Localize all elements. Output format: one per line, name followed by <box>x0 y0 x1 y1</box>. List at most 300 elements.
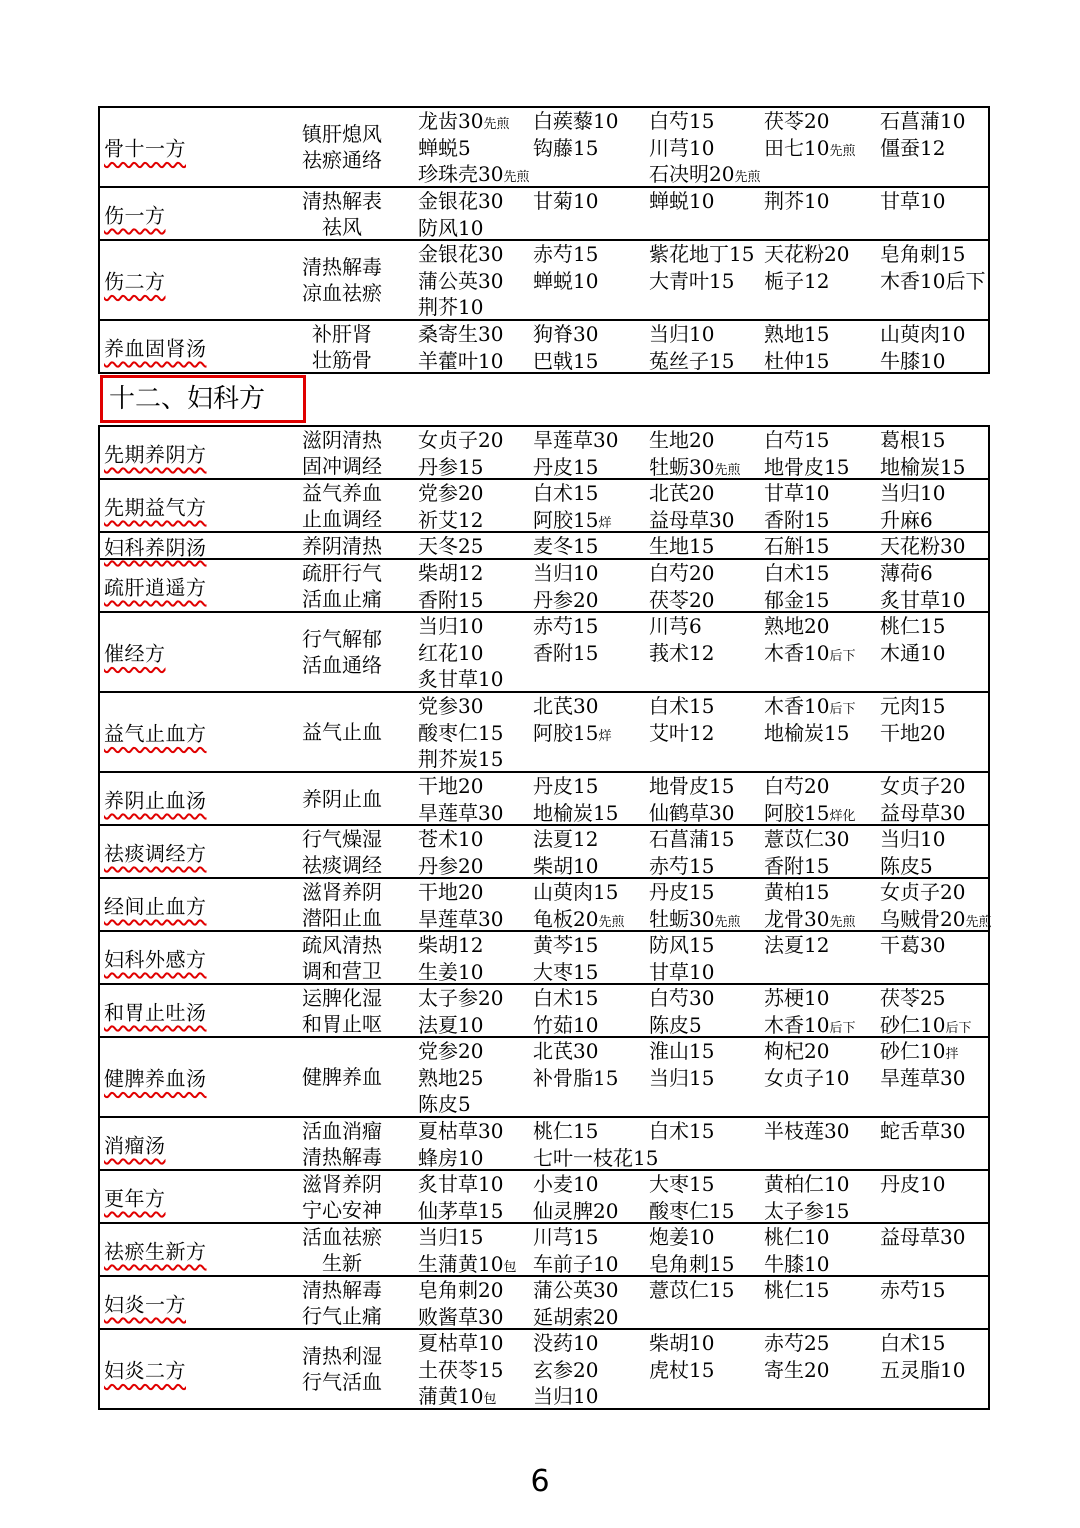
function-line: 活血消瘤 <box>302 1118 382 1143</box>
prescription-name: 益气止血方 <box>104 721 207 746</box>
function-line: 镇肝熄风 <box>302 122 382 146</box>
herb-entry: 茯苓20 <box>764 109 830 133</box>
herb-entry: 木香10后下 <box>764 640 856 665</box>
function-line: 活血祛瘀 <box>302 1224 382 1249</box>
herb-entry: 甘菊10 <box>533 189 599 213</box>
herb-entry: 茯苓25 <box>880 986 946 1010</box>
herb-entry: 枸杞20 <box>764 1039 830 1063</box>
function-line: 健脾养血 <box>302 1065 382 1089</box>
herb-entry: 柴胡10 <box>649 1331 715 1355</box>
prescription-function <box>296 985 388 1037</box>
prescription-function <box>296 188 388 240</box>
herb-entry: 干地20 <box>880 720 946 745</box>
herb-entry: 炙甘草10 <box>418 1172 504 1196</box>
prescription-function <box>296 1343 388 1395</box>
herb-entry: 白术15 <box>649 694 715 718</box>
herb-entry: 木香10后下 <box>880 268 986 293</box>
herb-entry: 车前子10 <box>533 1251 619 1276</box>
herb-entry: 赤芍15 <box>880 1278 946 1302</box>
function-line: 祛风 <box>322 214 362 239</box>
herb-entry: 丹参15 <box>418 454 484 479</box>
prescription-name: 妇科养阴汤 <box>104 535 207 559</box>
herb-entry: 大枣15 <box>533 959 599 984</box>
herb-entry: 补骨脂15 <box>533 1065 619 1090</box>
herb-entry: 黄柏仁10 <box>764 1172 850 1196</box>
herb-entry: 太子参15 <box>764 1198 850 1223</box>
herb-entry: 干葛30 <box>880 933 946 957</box>
herb-entry: 丹皮15 <box>649 880 715 904</box>
function-line: 养阴清热 <box>302 533 382 558</box>
prescription-function <box>296 321 388 373</box>
herb-entry: 白术15 <box>533 986 599 1010</box>
herb-entry: 石决明20先煎 <box>649 162 761 186</box>
herb-entry: 荆芥炭15 <box>418 747 504 771</box>
herb-entry: 蒲黄10包 <box>418 1384 497 1408</box>
function-line: 补肝肾 <box>312 321 372 346</box>
herb-entry: 北芪30 <box>533 1039 599 1063</box>
prescription-function <box>296 626 388 678</box>
prescription-function <box>296 826 388 878</box>
herb-entry: 砂仁10拌 <box>880 1039 959 1063</box>
herb-entry: 赤芍15 <box>533 242 599 266</box>
function-line: 活血通络 <box>302 653 382 677</box>
prescription-function <box>296 786 388 812</box>
herb-list <box>418 773 988 826</box>
prescription-row <box>100 1118 988 1171</box>
prescription-function <box>296 932 388 984</box>
herb-entry: 金银花30 <box>418 242 504 266</box>
page-number: 6 <box>530 1464 550 1499</box>
prescription-row <box>100 108 988 188</box>
herb-entry: 丹皮15 <box>533 454 599 479</box>
herb-entry: 蒲公英30 <box>418 268 504 293</box>
herb-entry: 大青叶15 <box>649 268 735 293</box>
herb-entry: 苏梗10 <box>764 986 830 1010</box>
herb-entry: 女贞子20 <box>418 428 504 452</box>
prescription-name: 妇科外感方 <box>104 947 207 971</box>
herb-entry: 蝉蜕10 <box>533 268 599 293</box>
prescription-function <box>296 254 388 306</box>
herb-entry: 石菖蒲15 <box>649 827 735 851</box>
herb-entry: 白芍20 <box>764 774 830 798</box>
prescription-row <box>100 480 988 533</box>
herb-list <box>418 560 988 613</box>
function-line: 养阴止血 <box>302 786 382 811</box>
prescription-function <box>296 427 388 479</box>
herb-entry: 党参30 <box>418 694 484 718</box>
prescription-row <box>100 1224 988 1277</box>
herb-entry: 艾叶12 <box>649 720 715 745</box>
prescription-row <box>100 1171 988 1224</box>
herb-entry: 川芎15 <box>533 1225 599 1249</box>
herb-list <box>418 321 988 374</box>
herb-entry: 地榆炭15 <box>764 720 850 745</box>
prescription-name: 健脾养血汤 <box>104 1066 207 1091</box>
function-line: 生新 <box>322 1250 362 1275</box>
herb-entry: 蝉蜕5 <box>418 135 471 160</box>
herb-entry: 蒲公英30 <box>533 1278 619 1302</box>
herb-entry: 石斛15 <box>764 534 830 558</box>
prescription-row <box>100 560 988 613</box>
prescription-function <box>296 121 388 173</box>
herb-entry: 天花粉20 <box>764 242 850 266</box>
function-line: 潜阳止血 <box>302 905 382 930</box>
herb-entry: 益母草30 <box>649 507 735 532</box>
herb-list <box>418 241 988 321</box>
herb-entry: 柴胡12 <box>418 561 484 585</box>
herb-list <box>418 1330 988 1410</box>
prescription-function <box>296 1118 388 1170</box>
herb-entry: 旱莲草30 <box>533 428 619 452</box>
herb-entry: 荆芥10 <box>764 189 830 213</box>
herb-entry: 薄荷6 <box>880 561 933 585</box>
prescription-function <box>296 1064 388 1090</box>
prescription-name: 伤一方 <box>104 203 166 227</box>
herb-entry: 桃仁15 <box>880 614 946 638</box>
herb-entry: 女贞子10 <box>764 1065 850 1090</box>
prescription-row <box>100 613 988 693</box>
herb-entry: 蜂房10 <box>418 1145 484 1170</box>
herb-entry: 桃仁15 <box>533 1119 599 1143</box>
herb-entry: 羊藿叶10 <box>418 348 504 373</box>
herb-entry: 木通10 <box>880 640 946 665</box>
herb-entry: 陈皮5 <box>649 1012 702 1037</box>
prescription-name: 先期益气方 <box>104 495 207 519</box>
herb-entry: 仙茅草15 <box>418 1198 504 1223</box>
herb-entry: 女贞子20 <box>880 774 966 798</box>
prescription-row <box>100 985 988 1038</box>
prescription-table-gynecology <box>98 425 990 1410</box>
herb-entry: 淮山15 <box>649 1039 715 1063</box>
herb-entry: 北芪20 <box>649 481 715 505</box>
prescription-function <box>296 480 388 532</box>
herb-entry: 酸枣仁15 <box>649 1198 735 1223</box>
function-line: 行气解郁 <box>302 627 382 651</box>
herb-entry: 仙鹤草30 <box>649 800 735 825</box>
herb-list <box>418 932 988 985</box>
herb-entry: 当归10 <box>880 481 946 505</box>
herb-entry: 菟丝子15 <box>649 348 735 373</box>
herb-entry: 虎杖15 <box>649 1357 715 1382</box>
herb-entry: 白术15 <box>764 561 830 585</box>
prescription-name: 妇炎一方 <box>104 1292 186 1316</box>
section-title: 十二、妇科方 <box>100 375 306 423</box>
function-line: 滋阴清热 <box>302 427 382 452</box>
function-line: 调和营卫 <box>302 958 382 983</box>
herb-entry: 地榆炭15 <box>533 800 619 825</box>
herb-entry: 败酱草30 <box>418 1304 504 1329</box>
herb-entry: 香附15 <box>418 587 484 612</box>
herb-list <box>418 533 988 560</box>
herb-entry: 桃仁10 <box>764 1225 830 1249</box>
herb-entry: 珍珠壳30先煎 <box>418 162 530 186</box>
herb-entry: 甘草10 <box>764 481 830 505</box>
herb-entry: 乌贼骨20先煎 <box>880 906 992 931</box>
herb-entry: 柴胡10 <box>533 853 599 878</box>
prescription-function <box>296 1224 388 1276</box>
herb-entry: 甘草10 <box>649 959 715 984</box>
herb-entry: 木香10后下 <box>764 1012 856 1037</box>
function-line: 固冲调经 <box>302 453 382 478</box>
herb-entry: 炙甘草10 <box>418 667 504 691</box>
herb-entry: 荆芥10 <box>418 295 484 319</box>
herb-entry: 半枝莲30 <box>764 1119 850 1143</box>
function-line: 行气燥湿 <box>302 826 382 851</box>
herb-list <box>418 613 988 693</box>
herb-entry: 田七10先煎 <box>764 135 856 160</box>
function-line: 壮筋骨 <box>312 347 372 372</box>
herb-entry: 丹皮15 <box>533 774 599 798</box>
herb-list <box>418 1118 988 1171</box>
herb-entry: 麦冬15 <box>533 534 599 558</box>
herb-entry: 牛膝10 <box>880 348 946 373</box>
herb-entry: 大枣15 <box>649 1172 715 1196</box>
prescription-table-top <box>98 106 990 374</box>
function-line: 益气养血 <box>302 480 382 505</box>
herb-entry: 益母草30 <box>880 800 966 825</box>
prescription-name: 经间止血方 <box>104 894 207 918</box>
function-line: 疏风清热 <box>302 932 382 957</box>
herb-entry: 龙骨30先煎 <box>764 906 856 931</box>
prescription-name: 消瘤汤 <box>104 1133 166 1157</box>
herb-entry: 当归10 <box>880 827 946 851</box>
prescription-row <box>100 773 988 826</box>
herb-entry: 当归15 <box>649 1065 715 1090</box>
herb-entry: 益母草30 <box>880 1225 966 1249</box>
herb-entry: 蛇舌草30 <box>880 1119 966 1143</box>
herb-entry: 栀子12 <box>764 268 830 293</box>
herb-entry: 陈皮5 <box>418 1092 471 1116</box>
herb-entry: 金银花30 <box>418 189 504 213</box>
herb-entry: 法夏10 <box>418 1012 484 1037</box>
herb-entry: 太子参20 <box>418 986 504 1010</box>
prescription-name: 养血固肾汤 <box>104 336 207 360</box>
herb-entry: 香附15 <box>764 507 830 532</box>
prescription-name: 更年方 <box>104 1186 166 1210</box>
herb-entry: 法夏12 <box>533 827 599 851</box>
herb-entry: 北芪30 <box>533 694 599 718</box>
herb-entry: 黄芩15 <box>533 933 599 957</box>
herb-list <box>418 1171 988 1224</box>
function-line: 宁心安神 <box>302 1197 382 1222</box>
herb-entry: 阿胶15烊 <box>533 507 612 532</box>
herb-entry: 当归15 <box>418 1225 484 1249</box>
prescription-name: 伤二方 <box>104 269 166 294</box>
prescription-row <box>100 879 992 932</box>
herb-entry: 牡蛎30先煎 <box>649 906 741 931</box>
herb-entry: 龟板20先煎 <box>533 906 625 931</box>
function-line: 清热利湿 <box>302 1344 382 1368</box>
herb-entry: 玄参20 <box>533 1357 599 1382</box>
prescription-row <box>100 693 988 773</box>
herb-entry: 熟地15 <box>764 322 830 346</box>
herb-entry: 生地20 <box>649 428 715 452</box>
herb-entry: 白芍30 <box>649 986 715 1010</box>
herb-entry: 防风10 <box>418 215 484 240</box>
herb-entry: 丹参20 <box>533 587 599 612</box>
herb-list <box>418 693 988 773</box>
herb-entry: 薏苡仁30 <box>764 827 850 851</box>
prescription-name: 和胃止吐汤 <box>104 1000 207 1024</box>
herb-entry: 七叶一枝花15 <box>533 1145 659 1170</box>
herb-entry: 地榆炭15 <box>880 454 966 479</box>
herb-entry: 赤芍25 <box>764 1331 830 1355</box>
herb-entry: 地骨皮15 <box>764 454 850 479</box>
prescription-name: 催经方 <box>104 641 166 666</box>
herb-entry: 皂角刺15 <box>880 242 966 266</box>
function-line: 清热解毒 <box>302 255 382 279</box>
herb-entry: 白芍15 <box>649 109 715 133</box>
herb-entry: 甘草10 <box>880 189 946 213</box>
herb-entry: 祈艾12 <box>418 507 484 532</box>
herb-entry: 僵蚕12 <box>880 135 946 160</box>
herb-entry: 陈皮5 <box>880 853 933 878</box>
herb-entry: 香附15 <box>533 640 599 665</box>
herb-entry: 葛根15 <box>880 428 946 452</box>
prescription-row <box>100 321 988 374</box>
herb-entry: 赤芍15 <box>649 853 715 878</box>
herb-entry: 竹茹10 <box>533 1012 599 1037</box>
prescription-row <box>100 1277 988 1330</box>
function-line: 祛痰调经 <box>302 852 382 877</box>
herb-entry: 丹参20 <box>418 853 484 878</box>
herb-entry: 地骨皮15 <box>649 774 735 798</box>
herb-entry: 法夏12 <box>764 933 830 957</box>
herb-entry: 柴胡12 <box>418 933 484 957</box>
function-line: 疏肝行气 <box>302 560 382 585</box>
herb-entry: 防风15 <box>649 933 715 957</box>
function-line: 益气止血 <box>302 720 382 744</box>
herb-entry: 党参20 <box>418 481 484 505</box>
herb-entry: 白术15 <box>533 481 599 505</box>
prescription-row <box>100 1330 988 1410</box>
herb-entry: 砂仁10后下 <box>880 1012 972 1037</box>
herb-list <box>418 1038 988 1118</box>
herb-list <box>418 826 988 879</box>
herb-entry: 钩藤15 <box>533 135 599 160</box>
herb-entry: 川芎10 <box>649 135 715 160</box>
herb-entry: 生蒲黄10包 <box>418 1251 517 1276</box>
function-line: 祛瘀通络 <box>302 148 382 172</box>
prescription-function <box>296 533 388 559</box>
herb-entry: 红花10 <box>418 640 484 665</box>
prescription-row <box>100 826 988 879</box>
herb-entry: 小麦10 <box>533 1172 599 1196</box>
herb-entry: 白芍15 <box>764 428 830 452</box>
prescription-row <box>100 188 988 241</box>
herb-entry: 生地15 <box>649 534 715 558</box>
herb-entry: 黄柏15 <box>764 880 830 904</box>
herb-entry: 炮姜10 <box>649 1225 715 1249</box>
herb-list <box>418 480 988 533</box>
herb-entry: 皂角刺20 <box>418 1278 504 1302</box>
herb-entry: 夏枯草10 <box>418 1331 504 1355</box>
herb-entry: 夏枯草30 <box>418 1119 504 1143</box>
function-line: 止血调经 <box>302 506 382 531</box>
herb-entry: 山萸肉10 <box>880 322 966 346</box>
prescription-row <box>100 533 988 560</box>
herb-entry: 土茯苓15 <box>418 1357 504 1382</box>
herb-entry: 莪术12 <box>649 640 715 665</box>
prescription-function <box>296 1171 388 1223</box>
herb-entry: 茯苓20 <box>649 587 715 612</box>
herb-list <box>418 1277 988 1330</box>
herb-entry: 牛膝10 <box>764 1251 830 1276</box>
herb-entry: 女贞子20 <box>880 880 966 904</box>
herb-entry: 蝉蜕10 <box>649 189 715 213</box>
herb-entry: 党参20 <box>418 1039 484 1063</box>
herb-entry: 杜仲15 <box>764 348 830 373</box>
herb-entry: 郁金15 <box>764 587 830 612</box>
function-line: 清热解表 <box>302 188 382 213</box>
herb-entry: 石菖蒲10 <box>880 109 966 133</box>
herb-entry: 没药10 <box>533 1331 599 1355</box>
prescription-name: 祛瘀生新方 <box>104 1239 207 1263</box>
herb-entry: 旱莲草30 <box>418 906 504 931</box>
herb-entry: 当归10 <box>649 322 715 346</box>
herb-entry: 木香10后下 <box>764 694 856 718</box>
prescription-row <box>100 427 988 480</box>
herb-entry: 五灵脂10 <box>880 1357 966 1382</box>
herb-entry: 干地20 <box>418 774 484 798</box>
herb-entry: 寄生20 <box>764 1357 830 1382</box>
herb-entry: 白芍20 <box>649 561 715 585</box>
herb-entry: 白术15 <box>880 1331 946 1355</box>
herb-entry: 天冬25 <box>418 534 484 558</box>
function-line: 凉血祛瘀 <box>302 281 382 305</box>
herb-entry: 薏苡仁15 <box>649 1278 735 1302</box>
herb-list <box>418 879 992 932</box>
herb-entry: 生姜10 <box>418 959 484 984</box>
function-line: 滋肾养阴 <box>302 1171 382 1196</box>
herb-entry: 香附15 <box>764 853 830 878</box>
herb-entry: 巴戟15 <box>533 348 599 373</box>
herb-entry: 丹皮10 <box>880 1172 946 1196</box>
herb-entry: 旱莲草30 <box>880 1065 966 1090</box>
herb-list <box>418 427 988 480</box>
prescription-function <box>296 1277 388 1329</box>
function-line: 活血止痛 <box>302 586 382 611</box>
herb-entry: 白术15 <box>649 1119 715 1143</box>
herb-entry: 龙齿30先煎 <box>418 109 510 133</box>
herb-entry: 牡蛎30先煎 <box>649 454 741 479</box>
herb-entry: 山萸肉15 <box>533 880 619 904</box>
herb-entry: 元肉15 <box>880 694 946 718</box>
prescription-name: 先期养阴方 <box>104 442 207 466</box>
herb-entry: 桃仁15 <box>764 1278 830 1302</box>
herb-entry: 当归10 <box>533 561 599 585</box>
herb-list <box>418 985 988 1038</box>
herb-entry: 皂角刺15 <box>649 1251 735 1276</box>
herb-entry: 白蒺藜10 <box>533 109 619 133</box>
herb-entry: 狗脊30 <box>533 322 599 346</box>
herb-list <box>418 188 988 241</box>
herb-entry: 酸枣仁15 <box>418 720 504 745</box>
herb-entry: 升麻6 <box>880 507 933 532</box>
herb-entry: 天花粉30 <box>880 534 966 558</box>
herb-entry: 川芎6 <box>649 614 702 638</box>
herb-entry: 当归10 <box>418 614 484 638</box>
herb-entry: 阿胶15烊 <box>533 720 612 745</box>
prescription-row <box>100 241 988 321</box>
prescription-name: 妇炎二方 <box>104 1358 186 1383</box>
herb-entry: 赤芍15 <box>533 614 599 638</box>
herb-entry: 熟地25 <box>418 1065 484 1090</box>
prescription-function <box>296 879 388 931</box>
prescription-name: 养阴止血汤 <box>104 788 207 812</box>
function-line: 行气止痛 <box>302 1303 382 1328</box>
function-line: 滋肾养阴 <box>302 879 382 904</box>
